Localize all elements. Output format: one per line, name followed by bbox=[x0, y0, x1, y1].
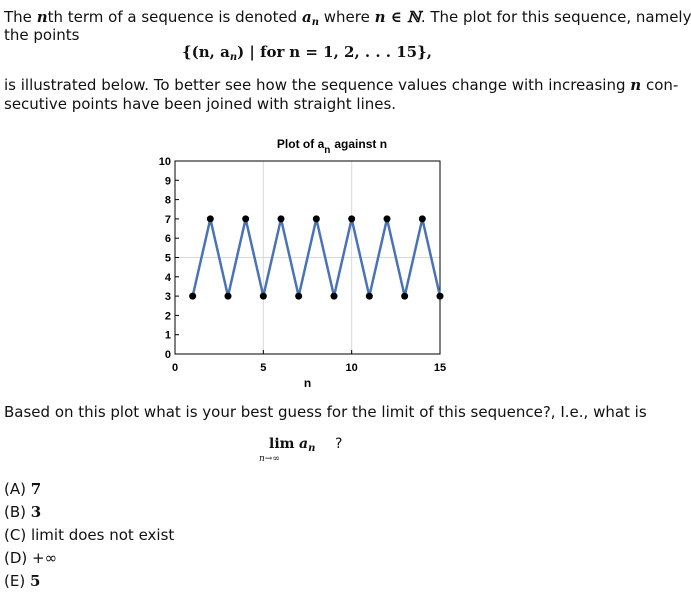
x-axis-label: n bbox=[303, 376, 312, 390]
data-point bbox=[384, 215, 391, 222]
y-tick-label: 6 bbox=[164, 233, 171, 246]
lim-subscript: n→∞ bbox=[259, 454, 280, 464]
option-b bbox=[4, 503, 41, 522]
y-tick-label: 1 bbox=[164, 329, 171, 342]
option-d-value: +∞ bbox=[32, 549, 58, 567]
y-tick-label: 4 bbox=[164, 271, 171, 284]
set-sub: n bbox=[229, 52, 238, 63]
lim-word: lim bbox=[269, 436, 295, 452]
lim-a-sub: n bbox=[308, 443, 316, 454]
chart-title bbox=[277, 137, 387, 156]
description-line-2: secutive points have been joined with straight lines. bbox=[4, 95, 397, 113]
y-tick-label: 0 bbox=[164, 349, 171, 361]
option-b-value: 3 bbox=[30, 503, 42, 521]
chart-title-main: Plot of a bbox=[276, 137, 325, 151]
n-symbol: n bbox=[36, 8, 48, 26]
option-d bbox=[4, 549, 57, 568]
option-a-value: 7 bbox=[30, 480, 42, 498]
data-point bbox=[242, 215, 249, 222]
x-tick-label: 5 bbox=[260, 362, 267, 374]
desc-text-b: con- bbox=[645, 76, 679, 94]
intro-text-c: where bbox=[323, 8, 370, 26]
x-tick-label: 10 bbox=[345, 362, 358, 374]
y-tick-label: 7 bbox=[164, 213, 171, 226]
data-point bbox=[313, 215, 320, 222]
chart-svg bbox=[140, 130, 460, 395]
option-d-label: (D) bbox=[4, 549, 28, 567]
sequence-chart bbox=[140, 130, 460, 395]
set-range: n = 1, 2, . . . 15}, bbox=[289, 43, 432, 61]
option-b-label: (B) bbox=[4, 503, 26, 521]
data-point bbox=[207, 215, 214, 222]
data-point bbox=[278, 215, 285, 222]
a-subscript: n bbox=[311, 17, 319, 28]
set-open: {(n, a bbox=[182, 43, 230, 61]
y-tick-label: 9 bbox=[164, 175, 171, 188]
data-point bbox=[331, 293, 338, 300]
x-tick-label: 0 bbox=[171, 362, 179, 374]
lim-a-base: a bbox=[299, 436, 309, 452]
set-expression bbox=[0, 43, 614, 63]
intro-line-1 bbox=[4, 8, 691, 32]
data-point bbox=[366, 293, 373, 300]
question-text: Based on this plot what is your best guess for the limit of this sequence?, I.e., what is bbox=[4, 403, 647, 421]
question-mark: ? bbox=[335, 436, 343, 452]
data-point bbox=[348, 215, 355, 222]
data-point bbox=[295, 293, 302, 300]
y-tick-label: 8 bbox=[164, 194, 171, 207]
chart-title-rest: against n bbox=[334, 137, 388, 151]
y-axis-ticks bbox=[159, 156, 179, 361]
option-e bbox=[4, 572, 40, 591]
data-point bbox=[401, 293, 408, 300]
lim-a bbox=[299, 436, 315, 454]
data-point bbox=[260, 293, 267, 300]
data-point bbox=[437, 293, 444, 300]
data-point bbox=[189, 293, 196, 300]
option-a-label: (A) bbox=[4, 480, 26, 498]
set-close: ) | for bbox=[237, 43, 285, 61]
data-point bbox=[419, 215, 426, 222]
y-tick-label: 3 bbox=[164, 291, 171, 304]
option-a bbox=[4, 480, 41, 499]
option-e-label: (E) bbox=[4, 572, 26, 590]
intro-text-a: The bbox=[4, 8, 32, 26]
intro-text-b: th term of a sequence is denoted bbox=[47, 8, 298, 26]
intro-text-d: . The plot for this sequence, namely bbox=[420, 8, 691, 26]
y-tick-label: 2 bbox=[164, 310, 171, 323]
x-tick-label: 15 bbox=[433, 362, 447, 374]
desc-n-symbol: n bbox=[630, 76, 642, 94]
desc-text-a: is illustrated below. To better see how the sequence values change with increasing bbox=[4, 76, 626, 94]
description-line-1 bbox=[4, 76, 678, 95]
n-in-naturals: n ∈ ℕ bbox=[374, 8, 421, 26]
data-point bbox=[225, 293, 232, 300]
intro-line-2: the points bbox=[4, 26, 80, 44]
option-c bbox=[4, 526, 174, 545]
option-c-value: limit does not exist bbox=[30, 526, 175, 544]
option-e-value: 5 bbox=[29, 572, 41, 590]
a-symbol: a bbox=[301, 8, 312, 26]
y-tick-label: 10 bbox=[158, 156, 171, 168]
option-c-label: (C) bbox=[4, 526, 27, 544]
y-tick-label: 5 bbox=[164, 252, 171, 265]
chart-title-sub: n bbox=[324, 145, 331, 156]
